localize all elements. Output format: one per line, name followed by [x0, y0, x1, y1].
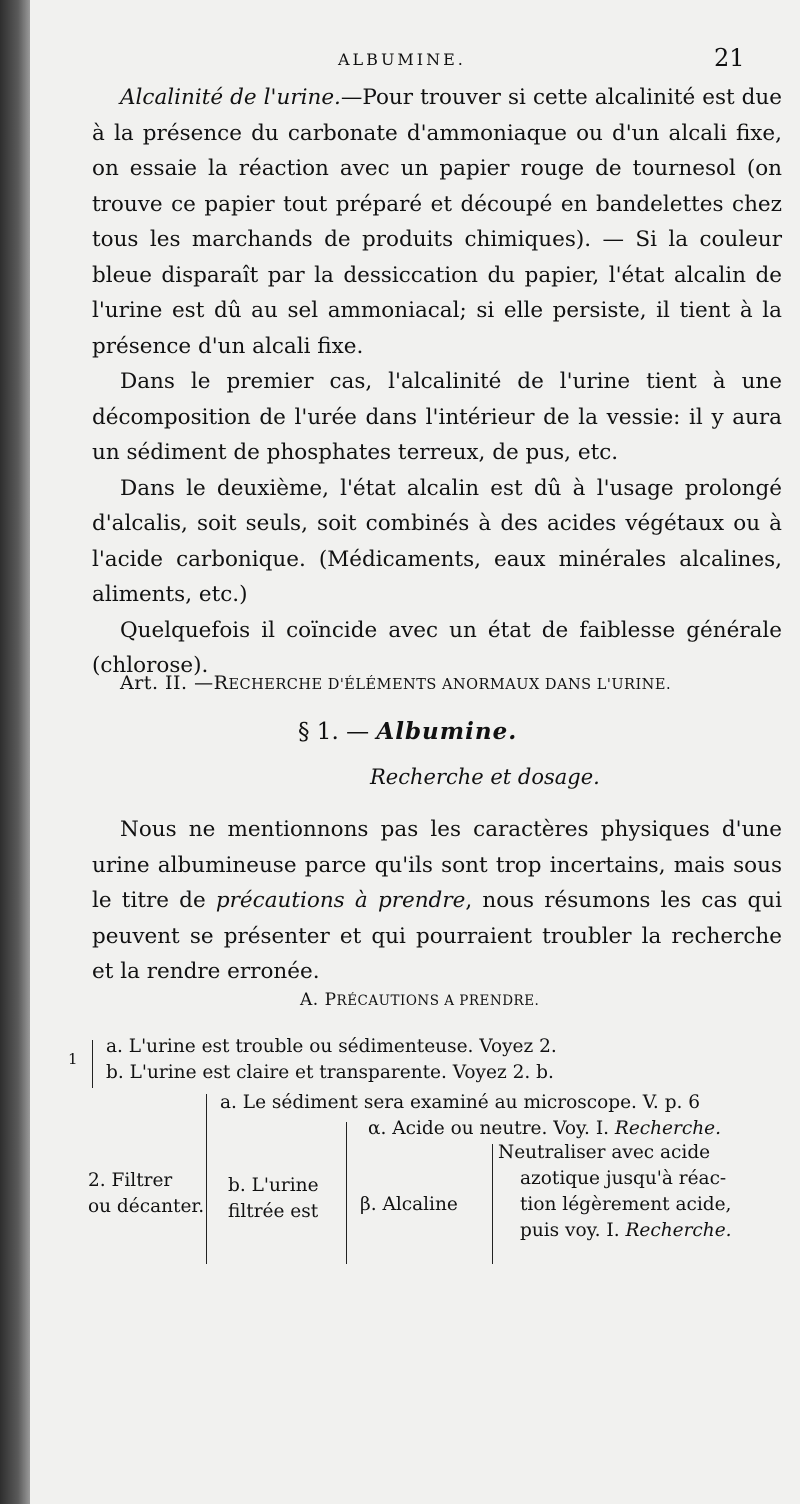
beta-brace: [492, 1144, 493, 1264]
precautions-table: [30, 1030, 800, 1250]
paragraph-deuxieme: Dans le deuxième, l'état alcalin est dû à l'usage prolongé d'alcalis, soit seuls, soit combinés à des acides végétaux ou à l'acide carbonique. (Médicaments, eaux minérales alcalines, aliments, etc.): [92, 475, 782, 607]
neutralise-reference: Recherche.: [625, 1220, 732, 1241]
paragraph-premier-cas: Dans le premier cas, l'alcalinité de l'urine tient à une décomposition de l'urée dans l'intérieur de la vessie: il y aura un sédiment de phosphates terreux, de pus, etc.: [92, 369, 782, 465]
article-label: Art. II.: [120, 672, 188, 694]
article-heading: [120, 672, 760, 694]
row2-left-line2: ou décanter.: [88, 1196, 205, 1217]
precautions-heading: [300, 990, 539, 1010]
precautions-heading-initial: A. P: [300, 990, 337, 1010]
article-title-initial: R: [213, 672, 229, 694]
intro-after: , nous résumons les cas qui peuvent se présenter et qui pourraient troubler la recherche et la rendre erronée.: [92, 888, 782, 984]
running-title: ALBUMINE.: [338, 50, 466, 69]
option-b-brace: [346, 1122, 347, 1264]
alpha-text: α. Acide ou neutre. Voy. I.: [368, 1118, 610, 1139]
intro-before: Nous ne mentionnons pas les caractères physiques d'une urine albumineuse parce qu'ils sont trop incertains, mais sous le titre de: [92, 817, 782, 913]
neutralise-line2: azotique jusqu'à réac-: [520, 1168, 727, 1189]
section-heading: [298, 718, 517, 745]
neutralise-line1: Neutraliser avec acide: [498, 1142, 711, 1163]
neutralise-line3: tion légèrement acide,: [520, 1194, 732, 1215]
alpha-reference: Recherche.: [614, 1118, 721, 1139]
row2-left-line1: 2. Filtrer: [88, 1170, 173, 1191]
article-dash: —: [187, 672, 214, 694]
book-page: [30, 0, 800, 1504]
page-header: [30, 44, 800, 78]
section-number: § 1. —: [298, 719, 370, 745]
intro-emphasis: précautions à prendre: [215, 888, 466, 913]
body-text-top: [92, 80, 782, 684]
neutralise-line4: [520, 1220, 732, 1241]
row2-option-b-line2: filtrée est: [228, 1201, 319, 1222]
section-title: Albumine.: [376, 718, 518, 745]
row2-option-b-line1: b. L'urine: [228, 1175, 319, 1196]
page-number: 21: [714, 44, 745, 72]
paragraph-intro: [92, 812, 782, 990]
row1-option-a: a. L'urine est trouble ou sédimenteuse. Voyez 2.: [106, 1036, 557, 1057]
alpha-option: [368, 1118, 721, 1139]
precautions-heading-rest: RÉCAUTIONS A PRENDRE.: [336, 993, 540, 1009]
row2-brace: [206, 1094, 207, 1264]
neutralise-text: puis voy. I.: [520, 1220, 620, 1241]
page-edge-shadow: [0, 0, 30, 1504]
beta-option: β. Alcaline: [360, 1194, 458, 1215]
row1-brace: [92, 1040, 93, 1088]
article-title: ECHERCHE D'ÉLÉMENTS ANORMAUX DANS L'URINE.: [228, 677, 672, 693]
paragraph-quelquefois: Quelquefois il coïncide avec un état de faiblesse générale (chlorose).: [92, 617, 782, 678]
paragraph-alcalinite: [92, 80, 782, 364]
subheading: Recherche et dosage.: [370, 765, 600, 789]
body-text-intro: [92, 812, 782, 990]
row1-option-b: b. L'urine est claire et transparente. Voyez 2. b.: [106, 1062, 554, 1083]
row1-number: 1: [68, 1050, 78, 1068]
paragraph-lead: Alcalinité de l'urine.: [120, 85, 341, 110]
row2-option-a: a. Le sédiment sera examiné au microscope. V. p. 6: [220, 1092, 701, 1113]
paragraph-body: —Pour trouver si cette alcalinité est due à la présence du carbonate d'ammoniaque ou d'un alcali fixe, on essaie la réaction avec un papier rouge de tournesol (on trouve ce papier tout préparé et découpé en bandelettes chez tous les marchands de produits chimiques). — Si la couleur bleue disparaît par la dessiccation du papier, l'état alcalin de l'urine est dû au sel ammoniacal; si elle persiste, il tient à la présence d'un alcali fixe.: [92, 85, 783, 359]
